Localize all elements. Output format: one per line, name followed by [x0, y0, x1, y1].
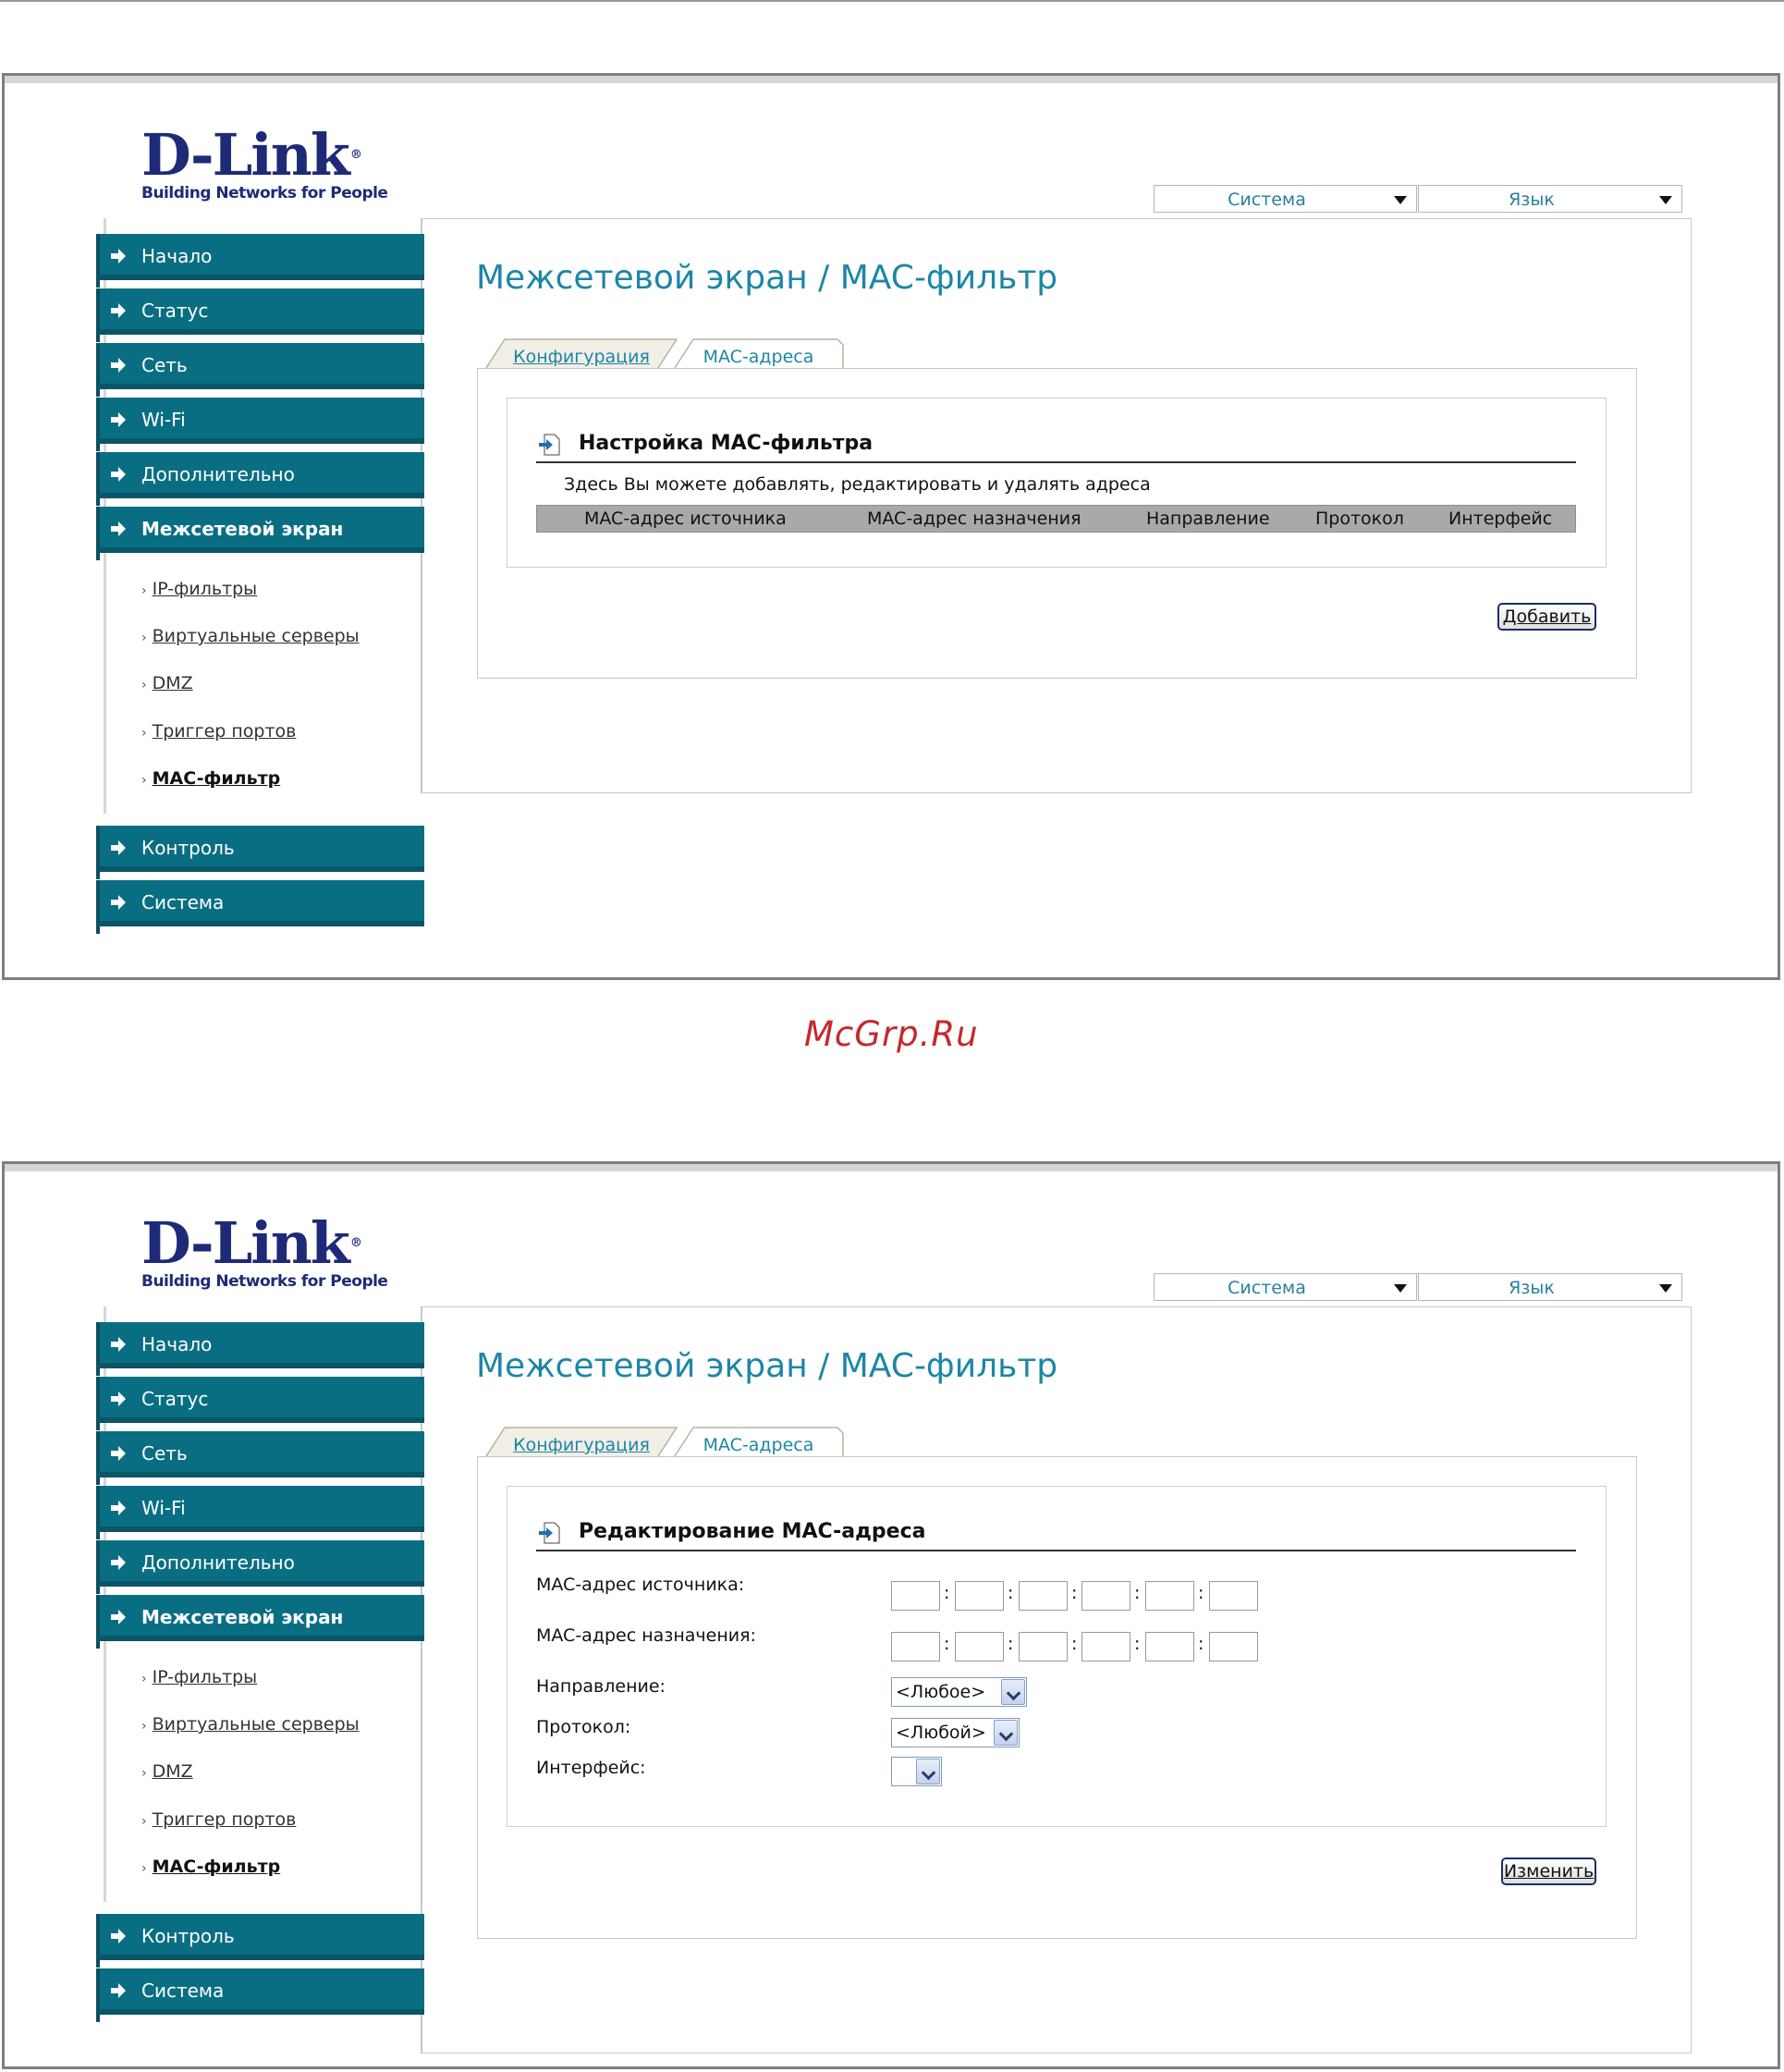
- column-direction: Направление: [1146, 509, 1270, 529]
- source-mac-octet-2[interactable]: [955, 1581, 1004, 1611]
- dest-mac-octet-4[interactable]: [1081, 1632, 1130, 1661]
- subitem-port-trigger[interactable]: › Триггер портов: [141, 721, 297, 742]
- router-page-mac-list: [2, 73, 1780, 980]
- sidebar-item-control[interactable]: Контроль: [97, 826, 424, 872]
- arrow-right-icon: [110, 1391, 127, 1407]
- top-border-line: [0, 0, 1784, 2]
- subitem-virtual-servers[interactable]: › Виртуальные серверы: [141, 1714, 360, 1735]
- chevron-right-icon: ›: [141, 1766, 147, 1781]
- subitem-dmz[interactable]: › DMZ: [141, 1761, 193, 1782]
- sidebar-item-home[interactable]: Начало: [97, 1322, 424, 1368]
- sidebar-item-status[interactable]: Статус: [97, 288, 424, 335]
- language-dropdown[interactable]: Язык: [1418, 1273, 1682, 1301]
- arrow-right-icon: [110, 302, 127, 319]
- section-header: Редактирование MAC-адреса: [536, 1518, 1576, 1551]
- sidebar-item-advanced[interactable]: Дополнительно: [97, 1540, 424, 1587]
- subitem-dmz[interactable]: › DMZ: [141, 673, 193, 693]
- arrow-right-icon: [110, 357, 127, 374]
- protocol-select[interactable]: <Любой>: [891, 1718, 1020, 1747]
- page-title: Межсетевой экран / MAC-фильтр: [476, 259, 1058, 297]
- mac-filter-settings-group: [507, 398, 1607, 568]
- add-button[interactable]: Добавить: [1497, 603, 1596, 631]
- dest-mac-octet-5[interactable]: [1145, 1632, 1194, 1661]
- source-mac-octet-4[interactable]: [1081, 1581, 1130, 1611]
- chevron-down-icon: [994, 1720, 1018, 1746]
- arrow-right-icon: [110, 411, 127, 428]
- language-dropdown[interactable]: Язык: [1418, 185, 1682, 213]
- chevron-right-icon: ›: [141, 1672, 147, 1686]
- column-protocol: Протокол: [1315, 509, 1404, 529]
- arrow-right-icon: [110, 840, 127, 856]
- page-arrow-icon: [538, 1522, 560, 1544]
- arrow-right-icon: [110, 1554, 127, 1571]
- dropdown-arrow-icon: [1394, 1284, 1407, 1293]
- dest-mac-label: MAC-адрес назначения:: [536, 1625, 756, 1646]
- table-header: [536, 505, 1576, 533]
- tab-mac-addresses[interactable]: MAC-адреса: [673, 337, 844, 371]
- chevron-right-icon: ›: [141, 631, 147, 645]
- sidebar-item-network[interactable]: Сеть: [97, 1431, 424, 1477]
- interface-label: Интерфейс:: [536, 1758, 646, 1778]
- arrow-right-icon: [110, 521, 127, 537]
- watermark: McGrp.Ru: [804, 1014, 979, 1054]
- tab-mac-addresses[interactable]: MAC-адреса: [673, 1426, 844, 1459]
- change-button[interactable]: Изменить: [1501, 1857, 1596, 1885]
- protocol-label: Протокол:: [536, 1717, 631, 1737]
- arrow-right-icon: [110, 1500, 127, 1516]
- source-mac-octet-5[interactable]: [1145, 1581, 1194, 1611]
- sidebar-item-home[interactable]: Начало: [97, 234, 424, 280]
- chevron-right-icon: ›: [141, 1861, 147, 1876]
- arrow-right-icon: [110, 1445, 127, 1462]
- dropdown-arrow-icon: [1659, 196, 1672, 204]
- arrow-right-icon: [110, 1928, 127, 1944]
- source-mac-octet-1[interactable]: [891, 1581, 940, 1611]
- chevron-right-icon: ›: [141, 1814, 147, 1829]
- arrow-right-icon: [110, 248, 127, 264]
- page-title: Межсетевой экран / MAC-фильтр: [476, 1347, 1058, 1385]
- sidebar-item-firewall[interactable]: Межсетевой экран: [97, 1595, 424, 1641]
- subitem-ip-filters[interactable]: › IP-фильтры: [141, 1667, 258, 1687]
- dlink-logo: D-Link ® Building Networks for People: [141, 1209, 388, 1291]
- dest-mac-octet-1[interactable]: [891, 1632, 940, 1661]
- tab-configuration[interactable]: Конфигурация: [484, 1426, 678, 1459]
- arrow-right-icon: [110, 894, 127, 911]
- sidebar-item-wifi[interactable]: Wi-Fi: [97, 1486, 424, 1532]
- chevron-right-icon: ›: [141, 678, 147, 693]
- arrow-right-icon: [110, 1609, 127, 1625]
- chevron-right-icon: ›: [141, 583, 147, 598]
- router-page-mac-edit: [2, 1161, 1780, 2069]
- tab-panel: [477, 368, 1637, 679]
- tab-configuration[interactable]: Конфигурация: [484, 337, 678, 371]
- column-interface: Интерфейс: [1448, 509, 1553, 529]
- sidebar-item-system[interactable]: Система: [97, 1968, 424, 2015]
- dropdown-arrow-icon: [1659, 1284, 1672, 1293]
- chevron-down-icon: [1001, 1679, 1025, 1705]
- chevron-right-icon: ›: [141, 1719, 147, 1734]
- dest-mac-octet-6[interactable]: [1209, 1632, 1258, 1661]
- system-dropdown[interactable]: Система: [1154, 185, 1417, 213]
- chevron-right-icon: ›: [141, 726, 147, 741]
- dest-mac-octet-3[interactable]: [1019, 1632, 1068, 1661]
- tab-panel: [477, 1456, 1637, 1939]
- arrow-right-icon: [110, 1336, 127, 1353]
- subitem-mac-filter[interactable]: › MAC-фильтр: [141, 1857, 281, 1877]
- sidebar-item-status[interactable]: Статус: [97, 1377, 424, 1423]
- column-dest-mac: MAC-адрес назначения: [867, 509, 1081, 529]
- chevron-right-icon: ›: [141, 773, 147, 788]
- arrow-right-icon: [110, 466, 127, 483]
- subitem-port-trigger[interactable]: › Триггер портов: [141, 1809, 297, 1830]
- source-mac-label: MAC-адрес источника:: [536, 1575, 745, 1595]
- dropdown-arrow-icon: [1394, 196, 1407, 204]
- sidebar-item-wifi[interactable]: Wi-Fi: [97, 398, 424, 444]
- subitem-ip-filters[interactable]: › IP-фильтры: [141, 579, 258, 599]
- source-mac-octet-6[interactable]: [1209, 1581, 1258, 1611]
- column-source-mac: MAC-адрес источника: [584, 509, 787, 529]
- sidebar-item-system[interactable]: Система: [97, 880, 424, 926]
- mac-edit-group: Редактирование MAC-адреса MAC-адрес источника: : : : : : MAC-адрес назначения: : : : : : Направление: <Любое> Протокол: <Любой> Интерфейс:: [507, 1486, 1607, 1827]
- direction-label: Направление:: [536, 1676, 666, 1697]
- sidebar-item-advanced[interactable]: Дополнительно: [97, 452, 424, 498]
- system-dropdown[interactable]: Система: [1154, 1273, 1417, 1301]
- direction-select[interactable]: <Любое>: [891, 1677, 1027, 1707]
- source-mac-octet-3[interactable]: [1019, 1581, 1068, 1611]
- chevron-down-icon: [916, 1759, 940, 1784]
- dlink-logo: D-Link ® Building Networks for People: [141, 121, 388, 202]
- sidebar-item-network[interactable]: Сеть: [97, 343, 424, 389]
- arrow-right-icon: [110, 1982, 127, 1999]
- sidebar-item-firewall[interactable]: Межсетевой экран: [97, 507, 424, 553]
- dest-mac-octet-2[interactable]: [955, 1632, 1004, 1661]
- sidebar-item-control[interactable]: Контроль: [97, 1914, 424, 1960]
- subitem-mac-filter[interactable]: › MAC-фильтр: [141, 768, 281, 789]
- section-header: Настройка MAC-фильтра: [536, 430, 1576, 463]
- section-description: Здесь Вы можете добавлять, редактировать и удалять адреса: [564, 474, 1151, 495]
- subitem-virtual-servers[interactable]: › Виртуальные серверы: [141, 626, 360, 646]
- interface-select[interactable]: [891, 1757, 942, 1786]
- page-arrow-icon: [538, 434, 560, 456]
